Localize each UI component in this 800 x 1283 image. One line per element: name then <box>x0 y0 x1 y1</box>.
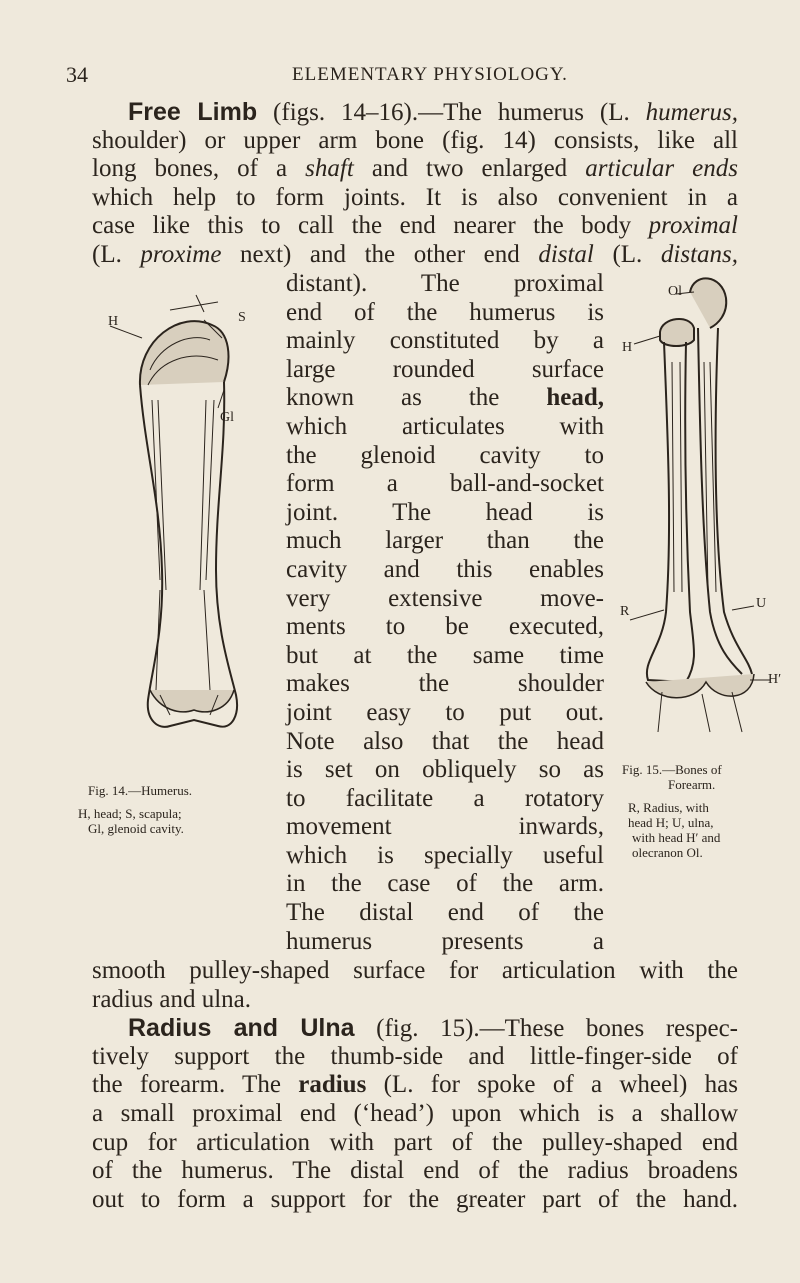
caption-title: Forearm. <box>668 777 716 792</box>
text-line <box>92 98 738 127</box>
text-span: (L. for spoke of a wheel) has <box>366 1071 738 1099</box>
label-U: U <box>756 596 767 611</box>
text-line: a small proximal end (‘head’) upon which is a shallow <box>92 1099 738 1127</box>
text-line: distant). The proximal <box>286 270 604 297</box>
latin-term: humerus, <box>645 99 738 126</box>
text-line: humerus presents a <box>286 927 604 955</box>
caption-body: Gl, glenoid cavity. <box>88 821 184 836</box>
text-line: very extensive move- <box>286 584 604 612</box>
text-span: the forearm. The <box>92 1071 299 1099</box>
paragraph-free-limb-top <box>92 98 738 270</box>
figure-humerus <box>100 290 280 760</box>
paragraph-free-limb-column <box>286 270 604 956</box>
humerus-illustration <box>100 290 280 760</box>
text-line: movement inwards, <box>286 813 604 841</box>
text-line: to facilitate a rotatory <box>286 784 604 812</box>
label-Gl: Gl <box>220 410 234 425</box>
label-H: H <box>108 314 119 329</box>
text-line: which is specially useful <box>286 841 604 869</box>
paragraph-radius-ulna <box>92 957 738 1214</box>
text-line <box>92 155 738 184</box>
term-radius: radius <box>298 1071 367 1099</box>
label-H-prime: H′ <box>768 672 782 687</box>
text-line: mainly constituted by a <box>286 327 604 355</box>
latin-term: distans, <box>660 240 738 268</box>
label-R: R <box>620 604 630 619</box>
figure-caption-humerus <box>78 783 278 836</box>
text-span: known as the <box>286 384 547 412</box>
text-line <box>92 212 738 241</box>
caption-body: with head H′ and <box>632 830 721 845</box>
text-line: cavity and this enables <box>286 555 604 583</box>
text-line: form a ball-and-socket <box>286 470 604 498</box>
label-H: H <box>622 340 633 355</box>
text-line: makes the shoulder <box>286 670 604 698</box>
text-span: (figs. 14–16).—The humerus (L. <box>257 99 646 126</box>
text-line <box>92 1014 738 1043</box>
caption-body: head H; U, ulna, <box>628 815 714 830</box>
text-line: cup for articulation with part of the pulley-shaped end <box>92 1128 738 1156</box>
section-heading-radius-ulna: Radius and Ulna <box>128 1014 355 1043</box>
text-line: shoulder) or upper arm bone (fig. 14) consists, like all <box>92 126 738 154</box>
term-head: head, <box>546 384 604 412</box>
text-line: ments to be executed, <box>286 613 604 641</box>
text-line: of the humerus. The distal end of the radius broadens <box>92 1157 738 1185</box>
text-line: which help to form joints. It is also convenient in a <box>92 183 738 211</box>
text-span: (L. <box>593 240 661 268</box>
section-heading-free-limb: Free Limb <box>128 98 258 126</box>
text-span: long bones, of a <box>92 155 306 183</box>
text-line: large rounded surface <box>286 355 604 383</box>
text-line: much larger than the <box>286 527 604 555</box>
caption-body: R, Radius, with <box>628 800 709 815</box>
text-line: out to form a support for the greater part of the hand. <box>92 1185 738 1213</box>
text-span: (fig. 15).—These bones respec- <box>354 1015 738 1043</box>
caption-title: Fig. 14.—Humerus. <box>88 783 192 798</box>
text-line <box>92 1071 738 1100</box>
text-line: The distal end of the <box>286 899 604 927</box>
text-line: in the case of the arm. <box>286 870 604 898</box>
text-span: (L. <box>92 240 141 268</box>
text-line: the glenoid cavity to <box>286 441 604 469</box>
caption-title: Fig. 15.—Bones of <box>622 762 722 777</box>
text-line: joint easy to put out. <box>286 698 604 726</box>
term-shaft: shaft <box>305 155 354 183</box>
text-line: radius and ulna. <box>92 985 251 1013</box>
text-line <box>286 384 604 413</box>
text-line: Note also that the head <box>286 727 604 755</box>
text-line: tively support the thumb-side and little-finger-side of <box>92 1042 738 1070</box>
running-title: ELEMENTARY PHYSIOLOGY. <box>292 64 568 85</box>
latin-term: proxime <box>140 240 222 268</box>
caption-body: H, head; S, scapula; <box>78 806 182 821</box>
label-Ol: Ol <box>668 284 682 299</box>
term-proximal: proximal <box>648 212 738 240</box>
figure-caption-forearm <box>622 762 790 860</box>
term-distal: distal <box>538 240 594 268</box>
text-line: end of the humerus is <box>286 298 604 326</box>
label-S: S <box>238 310 246 325</box>
text-span: and two enlarged <box>353 155 586 183</box>
caption-body: olecranon Ol. <box>632 845 703 860</box>
text-line: which articulates with <box>286 412 604 440</box>
figure-forearm <box>602 262 782 742</box>
text-span: case like this to call the end nearer the body <box>92 212 649 240</box>
forearm-illustration <box>602 262 782 742</box>
text-line: but at the same time <box>286 641 604 669</box>
text-line: is set on obliquely so as <box>286 756 604 784</box>
text-line: smooth pulley-shaped surface for articulation with the <box>92 957 738 984</box>
term-articular-ends: articular ends <box>585 155 738 183</box>
text-line: joint. The head is <box>286 498 604 526</box>
text-span: next) and the other end <box>221 240 539 268</box>
page-number: 34 <box>66 62 88 87</box>
